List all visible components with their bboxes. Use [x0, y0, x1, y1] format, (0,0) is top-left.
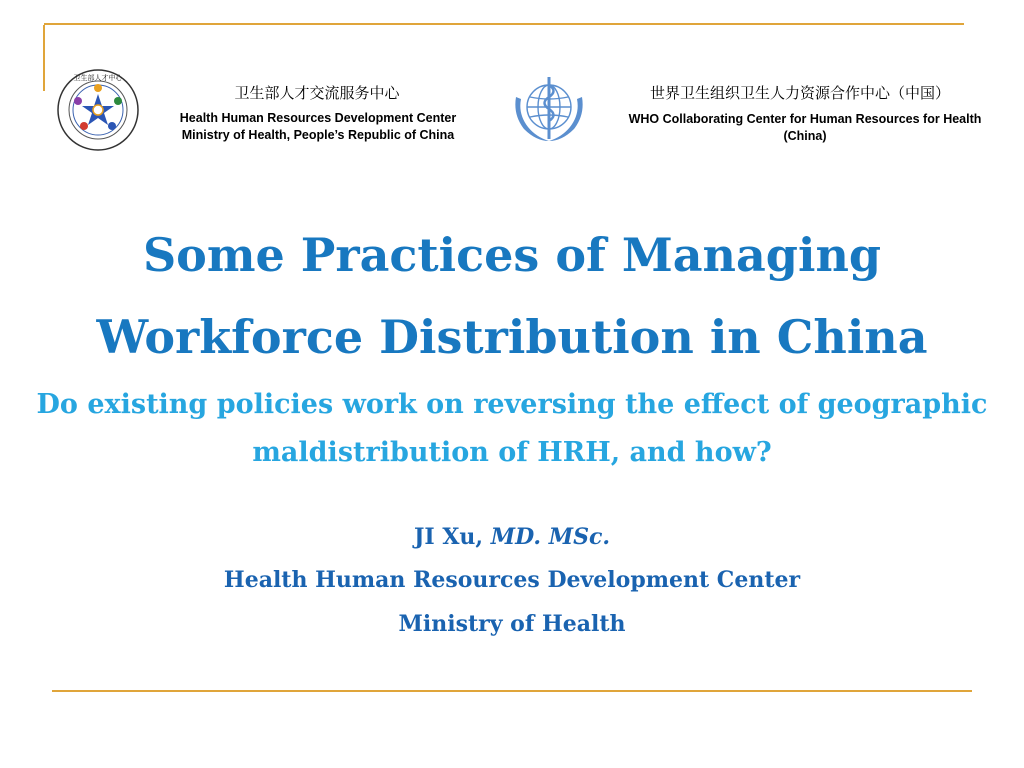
right-org-english-name: WHO Collaborating Center for Human Resources for Health (China) — [628, 112, 982, 143]
slide-subtitle-line2: maldistribution of HRH, and how? — [252, 437, 772, 468]
author-degrees: MD. MSc. — [490, 524, 611, 550]
right-org-chinese-name: 世界卫生组织卫生人力资源合作中心（中国） — [649, 84, 950, 102]
hhrdc-logo-text: 卫生部人才中心 — [73, 74, 123, 82]
left-org-chinese-name: 卫生部人才交流服务中心 — [234, 84, 400, 102]
slide-title-line2: Workforce Distribution in China — [96, 310, 928, 364]
frame-bottom-rule — [52, 690, 972, 692]
frame-top-rule — [44, 23, 964, 25]
slide-title-line1: Some Practices of Managing — [142, 228, 882, 282]
hhrdc-logo — [56, 68, 140, 152]
left-org-english-name: Health Human Resources Development Center — [179, 111, 457, 125]
author-name: JI Xu, — [413, 524, 484, 550]
who-logo — [508, 67, 590, 149]
author-organization: Health Human Resources Development Center — [223, 567, 801, 593]
left-org-ministry: Ministry of Health, People’s Republic of China — [181, 128, 455, 142]
author-line — [0, 524, 1024, 550]
slide-subtitle-line1: Do existing policies work on reversing the effect of geographic — [36, 389, 988, 420]
frame-left-rule — [43, 25, 45, 91]
author-ministry: Ministry of Health — [398, 611, 626, 637]
